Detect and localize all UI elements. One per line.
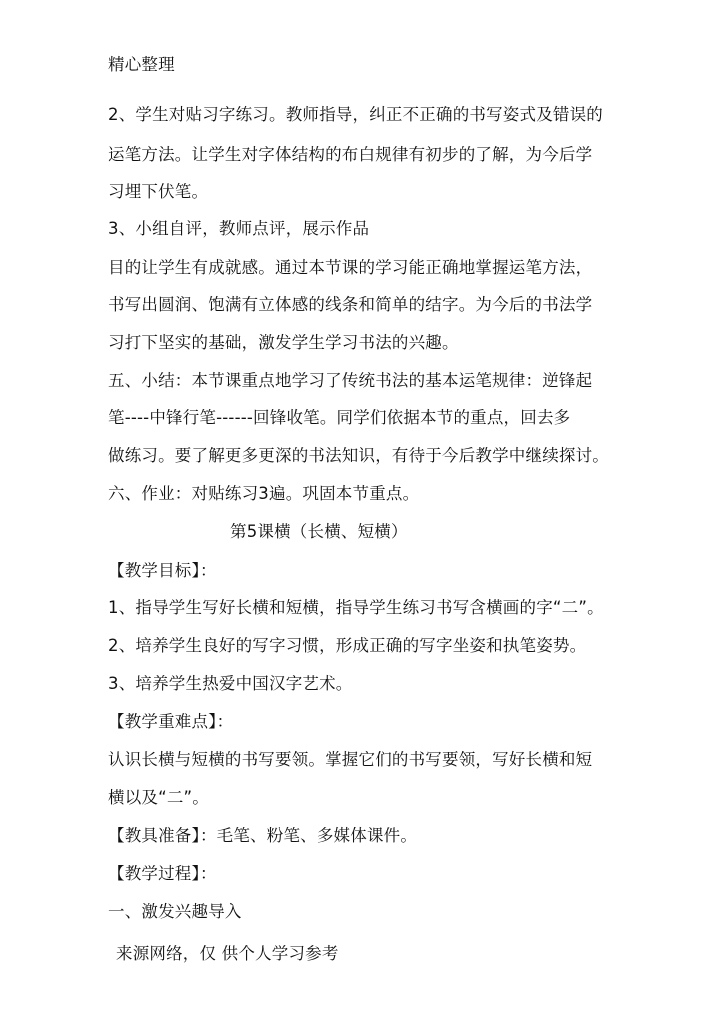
text-line: 认识长横与短横的书写要领。掌握它们的书写要领，写好长横和短: [108, 750, 593, 769]
text-line: 笔----中锋行笔------回锋收笔。同学们依据本节的重点，回去多: [108, 408, 571, 427]
page-footer: 来源网络，仅 供个人学习参考: [116, 944, 339, 963]
text-line: 目的让学生有成就感。通过本节课的学习能正确地掌握运笔方法，: [108, 258, 593, 277]
text-line: 3、培养学生热爱中国汉字艺术。: [108, 674, 353, 693]
section-heading: 【教具准备】：毛笔、粉笔、多媒体课件。: [108, 826, 418, 845]
text-line: 2、学生对贴习字练习。教师指导，纠正不正确的书写姿式及错误的: [108, 105, 603, 124]
text-line: 横以及“二”。: [108, 788, 209, 807]
section-heading: 【教学重难点】：: [108, 712, 234, 731]
text-line: 六、作业：对贴练习3遍。巩固本节重点。: [108, 484, 420, 503]
text-line: 3、小组自评，教师点评，展示作品: [108, 219, 370, 238]
text-line: 1、指导学生写好长横和短横，指导学生练习书写含横画的字“二”。: [108, 598, 604, 617]
text-line: 书写出圆润、饱满有立体感的线条和简单的结字。为今后的书法学: [108, 295, 593, 314]
text-line: 习埋下伏笔。: [108, 182, 209, 201]
text-line: 做练习。要了解更多更深的书法知识，有待于今后教学中继续探讨。: [108, 446, 609, 465]
section-heading: 【教学目标】：: [108, 561, 217, 580]
lesson-title: 第5课横（长横、短横）: [230, 522, 408, 541]
text-line: 运笔方法。让学生对字体结构的布白规律有初步的了解，为今后学: [108, 145, 593, 164]
text-line: 五、小结：本节课重点地学习了传统书法的基本运笔规律：逆锋起: [108, 371, 593, 390]
text-line: 2、培养学生良好的写字习惯，形成正确的写字坐姿和执笔姿势。: [108, 636, 587, 655]
page-header: 精心整理: [108, 55, 175, 74]
text-line: 习打下坚实的基础，激发学生学习书法的兴趣。: [108, 333, 459, 352]
text-line: 一、激发兴趣导入: [108, 902, 242, 921]
section-heading: 【教学过程】：: [108, 864, 217, 883]
